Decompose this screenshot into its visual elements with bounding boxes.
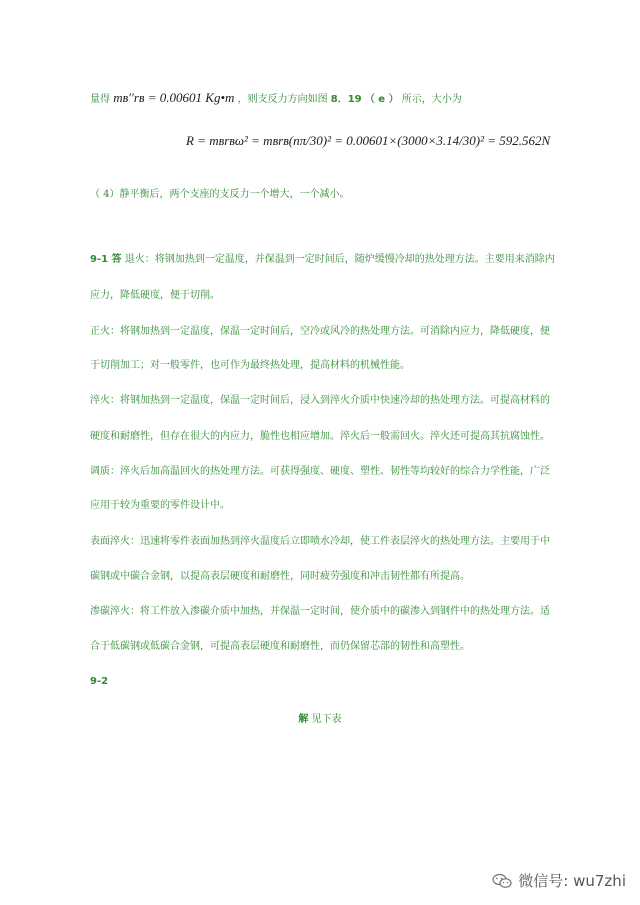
answer-9-1-line-10: 碳钢或中碳合金钢，以提高表层硬度和耐磨性，同时疲劳强度和冲击韧性都有所提高。	[90, 571, 470, 582]
solution-line	[0, 710, 640, 725]
answer-9-1-text: 退火：将钢加热到一定温度，并保温到一定时间后，随炉缓慢冷却的热处理方法。主要用来消除内	[124, 254, 555, 265]
answer-9-1-line-8: 应用于较为重要的零件设计中。	[90, 500, 230, 511]
solution-text: 见下表	[311, 714, 342, 725]
answer-9-1-line-4: 于切削加工；对一般零件，也可作为最终热处理，提高材料的机械性能。	[90, 360, 410, 371]
answer-9-1-label: 9-1 答	[90, 254, 122, 265]
answer-9-1-line-1	[90, 250, 555, 265]
figure-sub-reference: （ e ）	[364, 94, 399, 105]
reaction-force-equation: R = mʙrʙω² = mʙrʙ(nπ/30)² = 0.00601×(3000×3.14/30)² = 592.562N	[186, 133, 551, 148]
answer-9-1-line-9: 表面淬火：迅速将零件表面加热到淬火温度后立即喷水冷却，使工件表层淬火的热处理方法。主要用于中	[90, 536, 550, 547]
answer-9-1-line-7: 调质：淬火后加高温回火的热处理方法。可获得强度、硬度、塑性、韧性等均较好的综合力学性能，广泛	[90, 466, 550, 477]
answer-9-1-line-2: 应力，降低硬度，便于切削。	[90, 290, 220, 301]
wechat-icon	[492, 873, 512, 889]
solution-label: 解	[298, 714, 309, 725]
intro-suffix-a: ，则支反力方向如图	[237, 94, 328, 105]
answer-9-1-line-11: 渗碳淬火：将工件放入渗碳介质中加热，并保温一定时间，使介质中的碳渗入到钢件中的热处理方法。适	[90, 606, 550, 617]
watermark-text: 微信号: wu7zhi	[518, 872, 626, 890]
answer-9-1-line-5: 淬火：将钢加热到一定温度，保温一定时间后，浸入到淬火介质中快速冷却的热处理方法。可提高材料的	[90, 395, 550, 406]
intro-suffix-b: 所示，大小为	[401, 94, 462, 105]
answer-9-1-line-12: 合于低碳钢或低碳合金钢，可提高表层硬度和耐磨性，而仍保留芯部的韧性和高塑性。	[90, 641, 470, 652]
figure-reference: 8．19	[330, 94, 362, 105]
answer-9-2-label: 9-2	[90, 676, 109, 687]
answer-9-1-line-3: 正火：将钢加热到一定温度，保温一定时间后，空冷或风冷的热处理方法。可消除内应力，降低硬度，便	[90, 326, 550, 337]
watermark	[492, 870, 626, 891]
note-4: （ 4）静平衡后，两个支座的支反力一个增大，一个减小。	[90, 189, 350, 200]
intro-line	[90, 90, 462, 106]
mass-radius-formula: mʙ′′rʙ = 0.00601 Kg•m	[113, 90, 235, 105]
intro-prefix: 量得	[90, 94, 110, 105]
answer-9-1-line-6: 硬度和耐磨性，但存在很大的内应力，脆性也相应增加。淬火后一般需回火。淬火还可提高其抗腐蚀性。	[90, 431, 550, 442]
